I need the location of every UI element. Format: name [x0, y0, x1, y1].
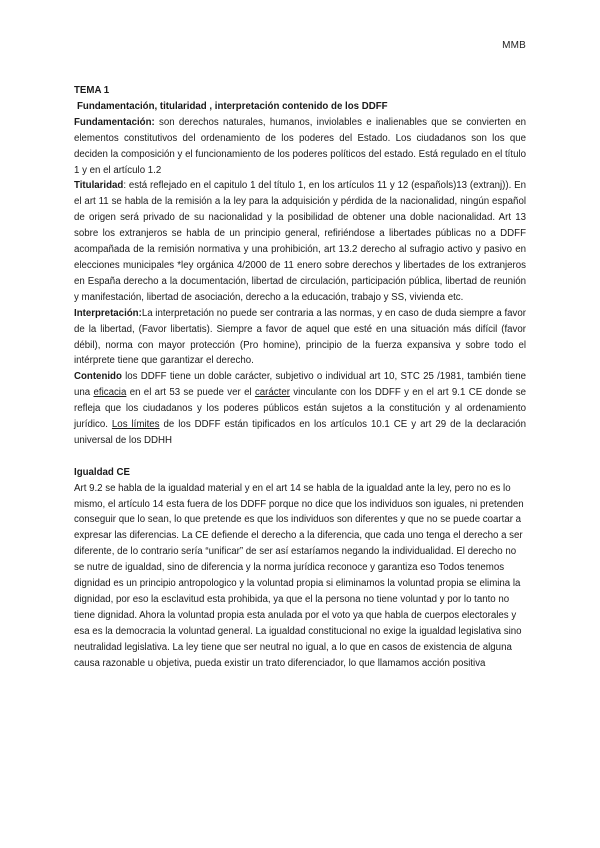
paragraph-fundamentacion	[74, 115, 526, 179]
text-contenido-3: vinculante con los DDFF y en el art 9.1 CE donde se refleja que los ciudadanos y los poderes públicos están sujetos a la constitución y al ordenamiento jurídico.	[74, 387, 526, 431]
text-contenido-4: de los DDFF están tipificados en los artículos 10.1 CE y art 29 de la declaración universal de los DDHH	[74, 419, 526, 446]
section-spacer	[74, 449, 526, 465]
document-title: TEMA 1	[74, 85, 110, 96]
text-contenido-1: los DDFF tiene un doble carácter, subjetivo o individual art 10, STC 25 /1981, también tiene una	[74, 371, 526, 399]
label-contenido: Contenido	[74, 371, 122, 383]
paragraph-igualdad: Art 9.2 se habla de la igualdad material y en el art 14 se habla de la igualdad ante la ley, pero no es lo mismo, el artículo 14 esta fuera de los DDFF porque no dice que los individuos son iguales, ni pretenden conseguir que lo sean, lo que pretende es que los individuos son diferentes y que no se puede coartar a expresar las diferencias. La CE defiende el derecho a la diferencia, que cada uno tenga el derecho a ser diferente, de lo contrario sería “unificar” de ser así estaríamos negando la individualidad. El derecho no se nutre de igualdad, sino de diferencia y la norma jurídica reconoce y garantiza eso Todos tenemos dignidad es un principio antropologico y la voluntad propia si eliminamos la voluntad propia se elimina la dignidad, por eso la esclavitud esta prohibida, ya que el la persona no tiene voluntad y por lo tanto no tiene dignidad. Ahora la voluntad propia esta anulada por el voto ya que habla de cuerpos electorales y esa es la democracia la voluntad general. La igualdad constitucional no exige la igualdad legislativa sino neutralidad legislativa. La ley tiene que ser neutral no igual, a lo que en casos de existencia de alguna causa razonable u objetiva, pueda existir un trato diferenciador, lo que llamamos acción positiva	[74, 482, 524, 669]
underlined-limites: Los límites	[111, 419, 160, 431]
text-fundamentacion: son derechos naturales, humanos, inviolables e inalienables que se convierten en elementos constitutivos del ordenamiento de los poderes del Estado. Los ciudadanos son los que deciden la composición y el funcionamiento de los poderes políticos del estado. Está regulado en el título 1 y en el artículo 1.2	[74, 116, 526, 176]
label-fundamentacion: Fundamentación:	[74, 116, 155, 128]
underlined-caracter: carácter	[254, 387, 290, 399]
text-contenido-2: en el art 53 se puede ver el	[126, 387, 255, 399]
paragraph-contenido	[74, 369, 526, 449]
label-titularidad: Titularidad	[74, 180, 124, 192]
text-titularidad: : está reflejado en el capitulo 1 del título 1, en los artículos 11 y 12 (españols)13 (extranj)). En el art 11 se habla de la remisión a la ley para la adquisición y pérdida de la nacionalidad, ningún español de origen será privado de su nacionalidad y la posibilidad de obtener una doble nacionalidad. Art 13 sobre los extranjeros se habla de un principio general, refiriéndose a libertades públicas no a DDFF acompañada de la remisión normativa y una prohibición, art 13.2 derecho al sufragio activo y pasivo en elecciones municipales *ley orgánica 4/2000 de 11 enero sobre derechos y libertades de los extranjeros en España derecho a la documentación, libertad de circulación, participación pública, libertad de reunión y manifestación, libertad de asociación, derecho a la educación, trabajo y SS, vivienda etc.	[74, 180, 526, 303]
document-body	[74, 83, 526, 672]
underlined-eficacia: eficacia	[93, 387, 127, 399]
paragraph-titularidad	[74, 178, 526, 305]
label-interpretacion: Interpretación:	[74, 307, 142, 319]
page-header-initials: MMB	[502, 40, 526, 51]
document-subtitle: Fundamentación, titularidad , interpretación contenido de los DDFF	[77, 100, 388, 112]
heading-igualdad: Igualdad CE	[74, 466, 130, 478]
paragraph-interpretacion	[74, 306, 526, 370]
text-interpretacion: La interpretación no puede ser contraria a las normas, y en caso de duda siempre a favor de la libertad, (Favor libertatis). Siempre a favor de aquel que esté en una situación más difícil (favor débil), norma con mayor protección (Pro homine), principio de la fuerza expansiva y sobre todo el intérprete tiene que garantizar el derecho.	[74, 307, 526, 367]
